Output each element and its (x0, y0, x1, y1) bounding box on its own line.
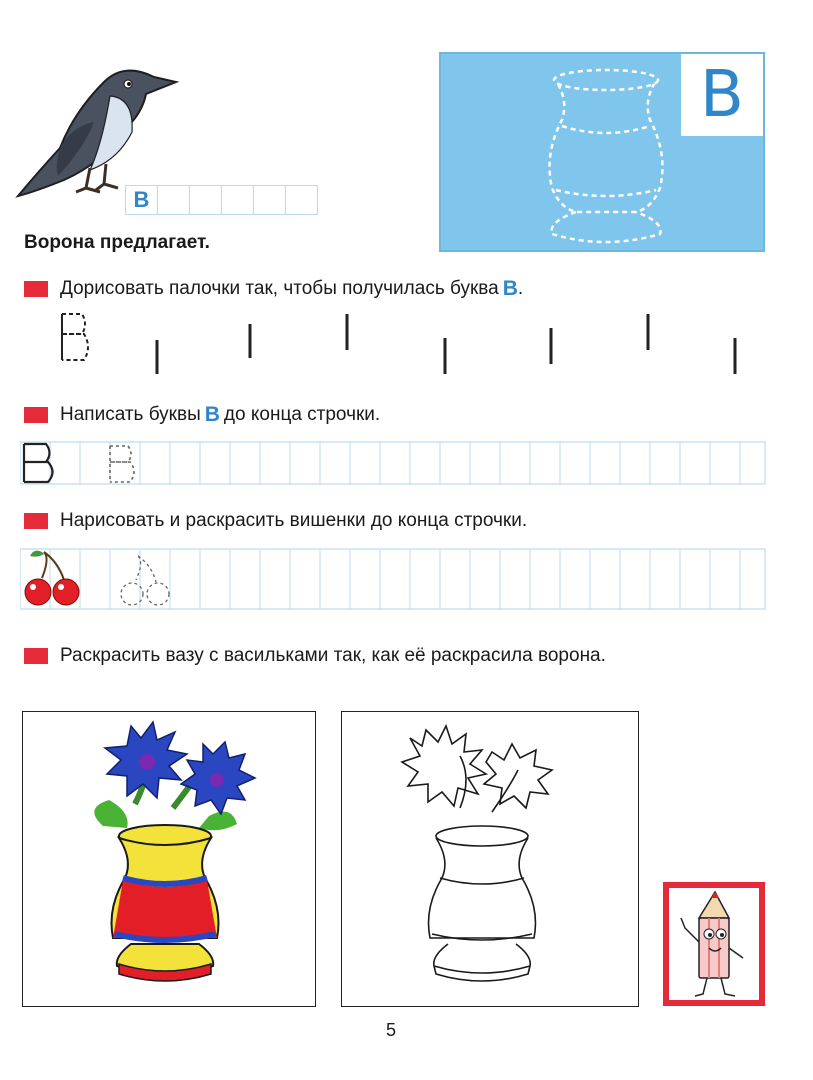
outline-vase-frame[interactable] (341, 711, 639, 1007)
cornflower-vase-outline[interactable] (342, 712, 637, 1005)
vase-tracing-panel (439, 52, 765, 252)
colored-vase-frame (22, 711, 316, 1007)
intro-heading: Ворона предлагает. (24, 232, 210, 253)
task-text-end: до конца строчки. (223, 404, 381, 425)
task-1 (24, 277, 523, 301)
vase-icon[interactable] (536, 62, 686, 250)
task-text: Раскрасить вазу с васильками так, как её раскрасила ворона. (60, 645, 606, 666)
empty-cell[interactable] (189, 185, 222, 215)
cherry-icon (25, 551, 79, 605)
task-3 (24, 510, 527, 532)
task-text: Дорисовать палочки так, чтобы получилась буква (60, 278, 499, 299)
task-4 (24, 645, 606, 667)
task-2 (24, 403, 380, 427)
cornflower-vase-colored (23, 712, 314, 1005)
cornflower-icon (181, 742, 255, 814)
task-marker (24, 648, 48, 664)
crow-icon (14, 52, 184, 202)
empty-cell[interactable] (157, 185, 190, 215)
empty-cell[interactable] (285, 185, 318, 215)
pencil-character-frame (663, 882, 765, 1006)
crow-letter-boxes (126, 185, 318, 215)
cornflower-icon (105, 722, 187, 798)
pencil-character-icon (669, 888, 759, 1000)
task-marker (24, 513, 48, 529)
empty-cell[interactable] (253, 185, 286, 215)
crow-letter-cell: В (125, 185, 158, 215)
cherry-drawing-grid[interactable] (20, 548, 766, 610)
page-number: 5 (386, 1020, 397, 1040)
task-marker (24, 281, 48, 297)
sticks-exercise[interactable] (50, 308, 762, 384)
task-marker (24, 407, 48, 423)
empty-cell[interactable] (221, 185, 254, 215)
task-letter: В (204, 403, 220, 426)
task-text: Написать буквы (60, 404, 201, 425)
letter-writing-grid[interactable] (20, 440, 766, 486)
task-text: Нарисовать и раскрасить вишенки до конца строчки. (60, 510, 528, 531)
task-letter: В (502, 277, 518, 300)
letter-card: В (681, 54, 763, 136)
task-text-end: . (517, 278, 524, 299)
